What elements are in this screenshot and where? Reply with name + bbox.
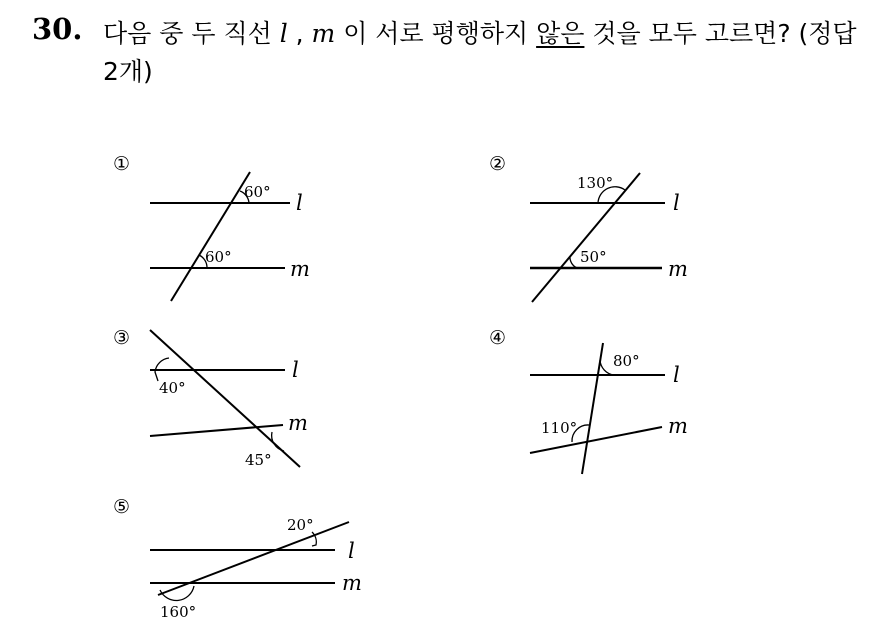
option-4-angle-bottom: 110° (541, 419, 578, 437)
option-2-angle-bottom: 50° (580, 248, 607, 266)
option-1-angle-bottom: 60° (205, 248, 232, 266)
option-3-figure (150, 330, 300, 467)
option-5-label-m: m (342, 571, 362, 595)
option-1-angle-top: 60° (244, 183, 271, 201)
option-4-label-m: m (668, 414, 688, 438)
variable-l: l (279, 19, 288, 48)
option-3-angle-bottom: 45° (245, 451, 272, 469)
emphasis-not: 않은 (536, 19, 585, 48)
option-4-angle-arc-top (600, 360, 614, 375)
option-1-transversal (171, 172, 250, 301)
question-text-before: 다음 중 두 직선 (103, 19, 280, 48)
option-3-label-m: m (288, 411, 308, 435)
option-1-marker: ① (113, 153, 131, 175)
question-text-mid: 이 서로 평행하지 (335, 19, 537, 48)
option-5-figure (150, 522, 349, 600)
option-4-figure (530, 343, 665, 474)
option-5-angle-top: 20° (287, 516, 314, 534)
option-3-label-l: l (292, 358, 299, 382)
option-4-label-l: l (673, 363, 680, 387)
option-3-angle-top: 40° (159, 379, 186, 397)
option-1-label-l: l (296, 191, 303, 215)
option-5-transversal (158, 522, 349, 595)
option-4-angle-top: 80° (613, 352, 640, 370)
option-2-label-l: l (673, 191, 680, 215)
option-2-figure (530, 173, 665, 302)
option-3-transversal (150, 330, 300, 467)
option-4-marker: ④ (489, 327, 507, 349)
option-2-label-m: m (668, 257, 688, 281)
option-3-angle-arc-bottom (272, 432, 284, 451)
option-1-label-m: m (290, 257, 310, 281)
option-2-angle-arc-bottom (570, 256, 577, 268)
question-comma: , (287, 19, 312, 48)
variable-m: m (311, 19, 336, 48)
option-2-marker: ② (489, 153, 507, 175)
option-5-marker: ⑤ (113, 496, 131, 518)
question-number: 30. (32, 12, 83, 46)
option-3-marker: ③ (113, 327, 131, 349)
option-5-label-l: l (348, 539, 355, 563)
option-2-transversal (532, 173, 640, 302)
option-2-angle-top: 130° (577, 174, 614, 192)
option-5-angle-bottom: 160° (160, 603, 197, 621)
question-text-after: 것을 모두 고르면? (정답 2개) (103, 19, 857, 86)
